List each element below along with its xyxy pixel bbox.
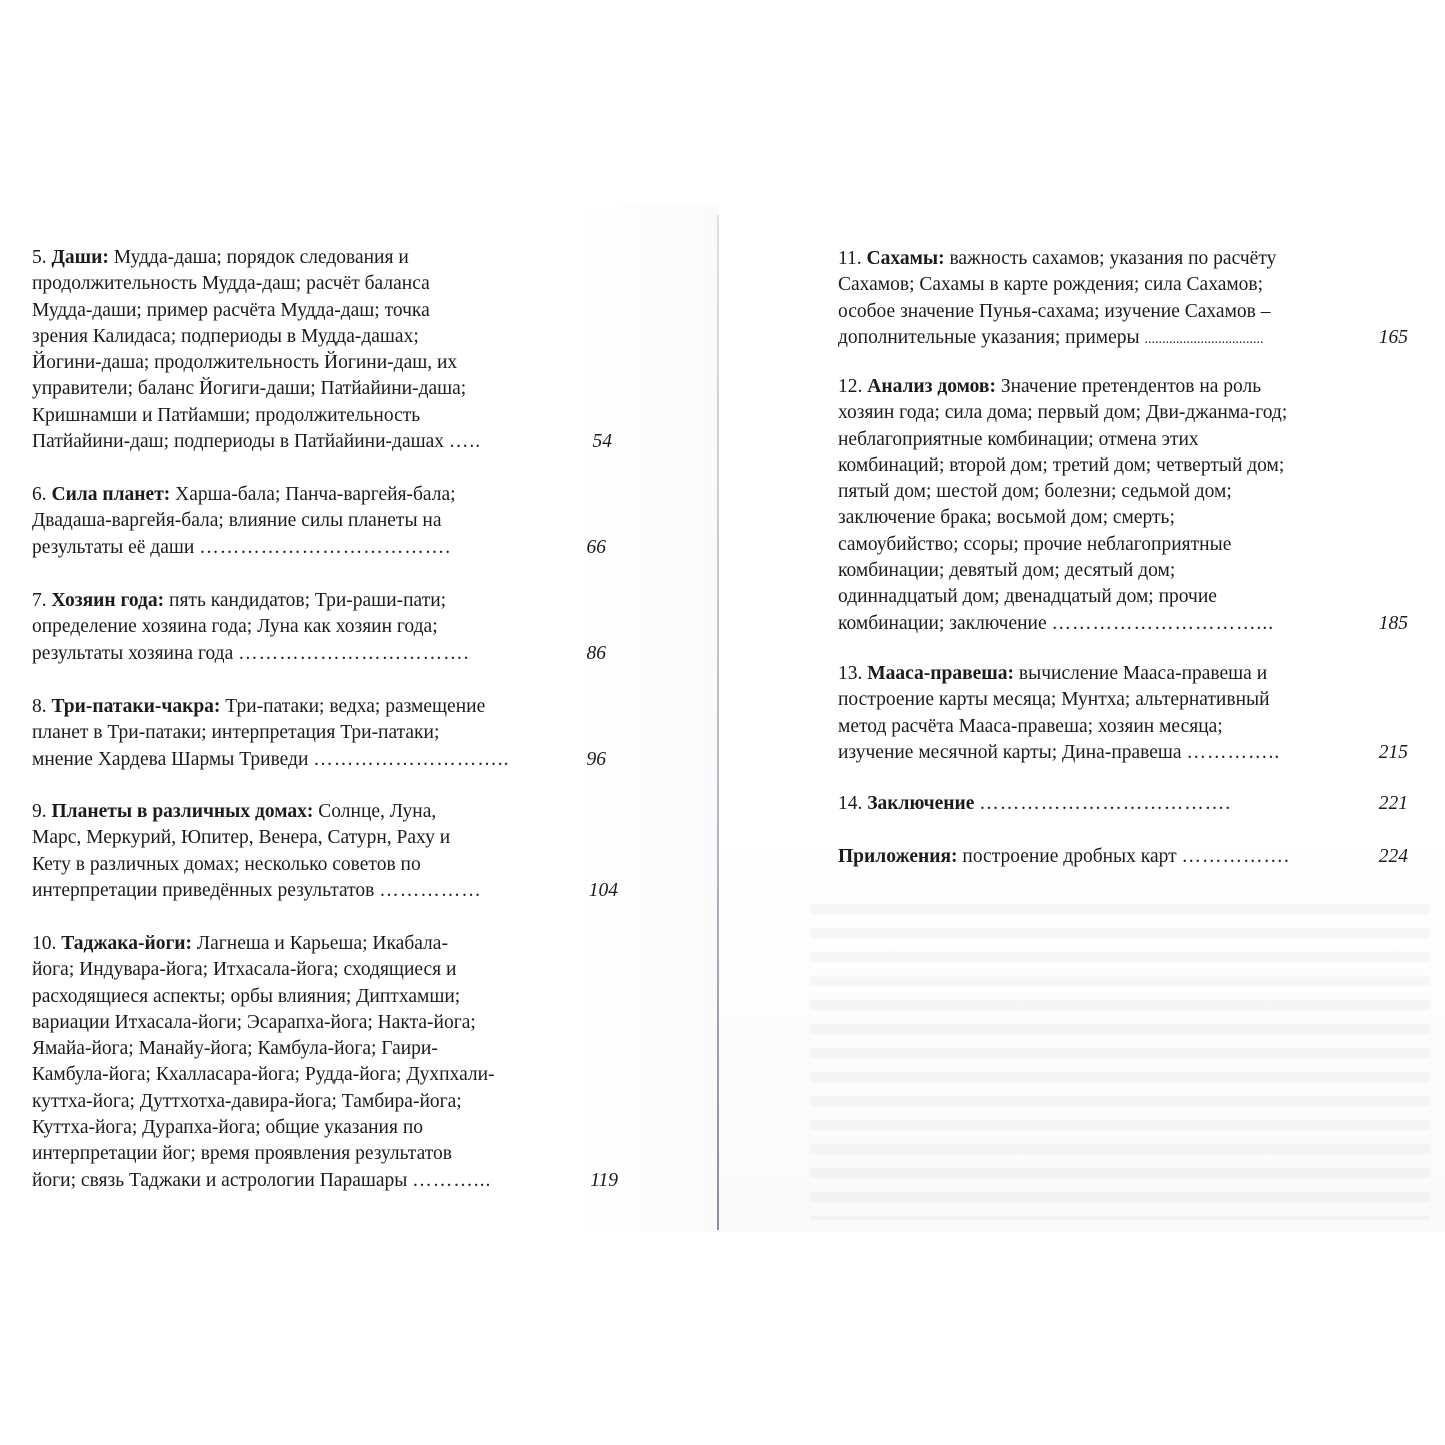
- book-gutter-line: [717, 215, 719, 1230]
- entry-number: 6.: [32, 484, 47, 505]
- entry-title: Приложения:: [838, 846, 958, 867]
- entry-text-line: Ямайа-йога; Манайу-йога; Камбула-йога; Гаири-: [32, 1038, 438, 1060]
- entry-text-line: Солнце, Луна,: [318, 801, 437, 822]
- entry-text-line: одиннадцатый дом; двенадцатый дом; прочие: [838, 586, 1217, 608]
- toc-entry-14: [838, 791, 1408, 817]
- entry-text-line: йоги; связь Таджаки и астрологии Парашары: [32, 1169, 408, 1191]
- entry-number: 11.: [838, 248, 862, 269]
- entry-text-line: Кету в различных домах; несколько советов по: [32, 853, 421, 875]
- toc-entry-6: [32, 482, 622, 561]
- toc-entry-12: [838, 374, 1408, 637]
- entry-number: 12.: [838, 376, 863, 397]
- page-number: 224: [1378, 846, 1408, 867]
- entry-text-line: метод расчёта Мааса-правеша; хозяин месяца;: [838, 715, 1223, 737]
- entry-title: Анализ домов:: [867, 376, 996, 397]
- entry-text-line: Йогини-даша; продолжительность Йогини-даш, их: [32, 352, 458, 374]
- entry-title: Сахамы:: [866, 248, 945, 269]
- page-number: 221: [1378, 793, 1408, 814]
- entry-number: 8.: [32, 696, 47, 717]
- dot-leader: …………..: [1186, 741, 1281, 763]
- dot-leader: …………………………...: [1051, 612, 1275, 634]
- entry-text-line: йога; Индувара-йога; Итхасала-йога; сходящиеся и: [32, 959, 457, 981]
- toc-entry-11: [838, 246, 1408, 351]
- entry-text-line: интерпретации йог; время проявления результатов: [32, 1143, 452, 1165]
- entry-title: Даши:: [51, 247, 109, 268]
- dot-leader: ……………: [379, 879, 482, 901]
- entry-text-line: Камбула-йога; Кхалласара-йога; Рудда-йога; Духпхали-: [32, 1064, 495, 1086]
- entry-text-line: Мудда-даши; пример расчёта Мудда-даш; точка: [32, 299, 430, 321]
- toc-entry-10: [32, 931, 622, 1194]
- entry-text-line: планет в Три-патаки; интерпретация Три-патаки;: [32, 722, 440, 744]
- entry-text-line: вариации Итхасала-йоги; Эсарапха-йога; Накта-йога;: [32, 1011, 476, 1033]
- dot-leader: ……………………………….: [199, 536, 452, 558]
- entry-number: 10.: [32, 933, 57, 954]
- entry-text-line: пять кандидатов; Три-раши-пати;: [169, 590, 447, 611]
- entry-text-line: дополнительные указания; примеры: [838, 326, 1140, 348]
- entry-text-line: расходящиеся аспекты; орбы влияния; Диптхамши;: [32, 985, 461, 1007]
- page-number: 104: [588, 879, 618, 901]
- entry-title: Таджака-йоги:: [61, 933, 193, 954]
- toc-entry-5: [32, 245, 622, 455]
- entry-text-line: Мудда-даша; порядок следования и: [113, 247, 409, 268]
- entry-text-line: неблагоприятные комбинации; отмена этих: [838, 428, 1199, 450]
- dot-leader: …………………………….: [238, 642, 470, 664]
- entry-number: 7.: [32, 590, 47, 611]
- entry-title: Сила планет:: [51, 484, 171, 505]
- entry-text-line: Значение претендентов на роль: [1000, 376, 1262, 397]
- entry-text-line: управители; баланс Йогиги-даши; Патйайини-даша;: [32, 378, 467, 400]
- entry-title: Заключение: [867, 793, 975, 814]
- entry-text-line: Харша-бала; Панча-варгейя-бала;: [175, 484, 456, 505]
- entry-text-line: куттха-йога; Дуттхотха-давира-йога; Тамбира-йога;: [32, 1090, 462, 1112]
- page-number: 66: [586, 536, 606, 558]
- entry-title: Планеты в различных домах:: [51, 801, 314, 822]
- dot-leader: …..: [448, 431, 482, 453]
- entry-text-line: Марс, Меркурий, Юпитер, Венера, Сатурн, Раху и: [32, 827, 451, 849]
- entry-title: Хозяин года:: [51, 590, 165, 611]
- entry-text-line: комбинации; заключение: [838, 612, 1047, 634]
- entry-text-line: вычисление Мааса-правеша и: [1018, 663, 1268, 684]
- entry-number: 13.: [838, 663, 863, 684]
- page-number: 119: [590, 1169, 618, 1191]
- page-number: 215: [1378, 741, 1408, 763]
- dot-leader: ……………………………….: [979, 793, 1232, 814]
- toc-entry-9: [32, 799, 622, 904]
- toc-entry-7: [32, 588, 622, 667]
- entry-text-line: Лагнеша и Карьеша; Икабала-: [196, 933, 448, 954]
- entry-text-line: Патйайини-даш; подпериоды в Патйайини-дашах: [32, 431, 445, 453]
- entry-text-line: результаты хозяина года: [32, 642, 234, 664]
- entry-text-line: зрения Калидаса; подпериоды в Мудда-дашах;: [32, 325, 419, 347]
- entry-text-line: результаты её даши: [32, 536, 195, 558]
- page-number: 165: [1378, 326, 1408, 348]
- page-number: 96: [586, 748, 606, 770]
- entry-text-line: изучение месячной карты; Дина-правеша: [838, 741, 1182, 763]
- entry-text-line: самоубийство; ссоры; прочие неблагоприятные: [838, 533, 1232, 555]
- toc-entry-13: [838, 661, 1408, 766]
- entry-text-line: построение карты месяца; Мунтха; альтернативный: [838, 689, 1270, 711]
- toc-entry-8: [32, 694, 622, 773]
- dot-leader: ………...: [412, 1169, 492, 1191]
- entry-text-line: продолжительность Мудда-даш; расчёт баланса: [32, 273, 430, 295]
- entry-title: Мааса-правеша:: [867, 663, 1015, 684]
- bleed-through-text-texture: [810, 890, 1430, 1220]
- entry-text-line: Кришнамши и Патйамши; продолжительность: [32, 404, 421, 426]
- entry-text-line: хозяин года; сила дома; первый дом; Дви-джанма-год;: [838, 402, 1288, 424]
- entry-title: Три-патаки-чакра:: [51, 696, 221, 717]
- entry-text-line: комбинации; девятый дом; десятый дом;: [838, 560, 1176, 582]
- dot-leader: …………….: [1181, 846, 1290, 867]
- dot-leader: ..................................: [1144, 331, 1264, 347]
- page-number: 86: [586, 642, 606, 664]
- entry-number: 5.: [32, 247, 47, 268]
- toc-entry-appendices: [838, 844, 1408, 870]
- entry-text-line: пятый дом; шестой дом; болезни; седьмой дом;: [838, 481, 1232, 503]
- entry-text-line: интерпретации приведённых результатов: [32, 879, 375, 901]
- page-number: 54: [592, 431, 612, 453]
- entry-text-line: особое значение Пунья-сахама; изучение Сахамов –: [838, 300, 1271, 322]
- entry-text-line: Сахамов; Сахамы в карте рождения; сила Сахамов;: [838, 274, 1264, 296]
- entry-text-line: важность сахамов; указания по расчёту: [949, 248, 1277, 269]
- dot-leader: ………………………..: [313, 748, 510, 770]
- entry-text-line: построение дробных карт: [962, 846, 1177, 867]
- entry-number: 14.: [838, 793, 863, 814]
- page-number: 185: [1378, 612, 1408, 634]
- entry-text-line: Три-патаки; ведха; размещение: [225, 696, 486, 717]
- entry-number: 9.: [32, 801, 47, 822]
- entry-text-line: Двадаша-варгейя-бала; влияние силы планеты на: [32, 510, 442, 532]
- entry-text-line: определение хозяина года; Луна как хозяин года;: [32, 616, 438, 638]
- entry-text-line: заключение брака; восьмой дом; смерть;: [838, 507, 1175, 529]
- entry-text-line: Куттха-йога; Дурапха-йога; общие указания по: [32, 1117, 424, 1139]
- entry-text-line: мнение Хардева Шармы Триведи: [32, 748, 309, 770]
- entry-text-line: комбинаций; второй дом; третий дом; четвертый дом;: [838, 454, 1285, 476]
